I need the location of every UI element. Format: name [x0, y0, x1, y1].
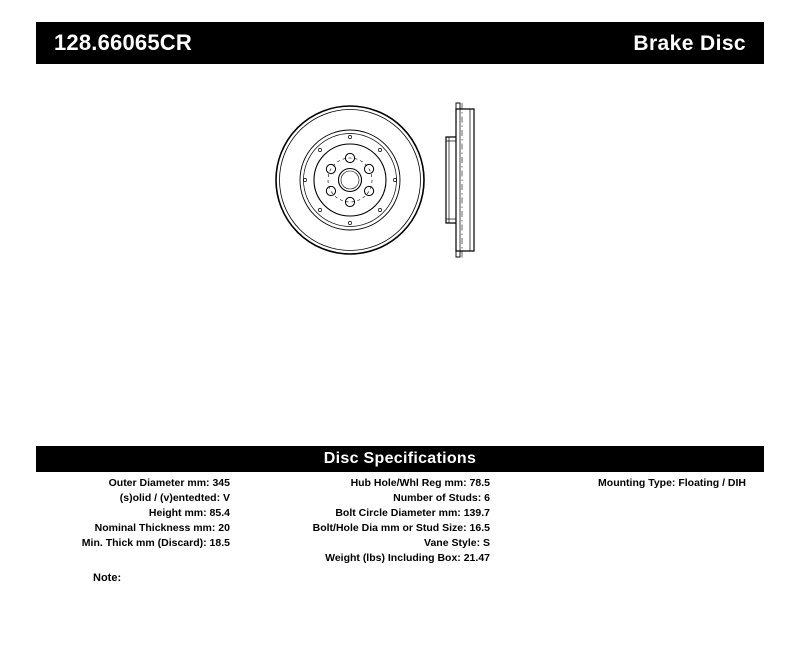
product-drawing: [250, 95, 550, 295]
header-bar: [36, 22, 764, 64]
spec-item: Weight (lbs) Including Box: 21.47: [325, 552, 490, 564]
part-number: 128.66065CR: [54, 30, 192, 55]
page-title: Brake Disc: [633, 31, 746, 55]
disc-specifications-bar: [36, 446, 764, 472]
spec-item: Bolt Circle Diameter mm: 139.7: [335, 507, 490, 519]
spec-item: Hub Hole/Whl Reg mm: 78.5: [350, 477, 490, 489]
rotor-face-view: [276, 106, 424, 254]
spec-item: Number of Studs: 6: [393, 492, 490, 504]
spec-item: Nominal Thickness mm: 20: [94, 522, 230, 534]
spec-column-left: [36, 476, 236, 551]
spec-item: (s)olid / (v)entedted: V: [119, 492, 230, 504]
rotor-edge-view: [446, 103, 474, 260]
spec-item: Bolt/Hole Dia mm or Stud Size: 16.5: [312, 522, 490, 534]
disc-specifications-content: [36, 476, 764, 566]
disc-specifications-title: Disc Specifications: [323, 450, 477, 467]
spec-item: Min. Thick mm (Discard): 18.5: [81, 537, 230, 549]
spec-item: Vane Style: S: [424, 537, 490, 549]
note-label: Note:: [93, 572, 122, 584]
spec-item: Outer Diameter mm: 345: [108, 477, 230, 489]
spec-column-right: [496, 476, 764, 491]
spec-column-middle: [236, 476, 496, 566]
spec-item: Mounting Type: Floating / DIH: [598, 477, 746, 489]
spec-item: Height mm: 85.4: [148, 507, 230, 519]
